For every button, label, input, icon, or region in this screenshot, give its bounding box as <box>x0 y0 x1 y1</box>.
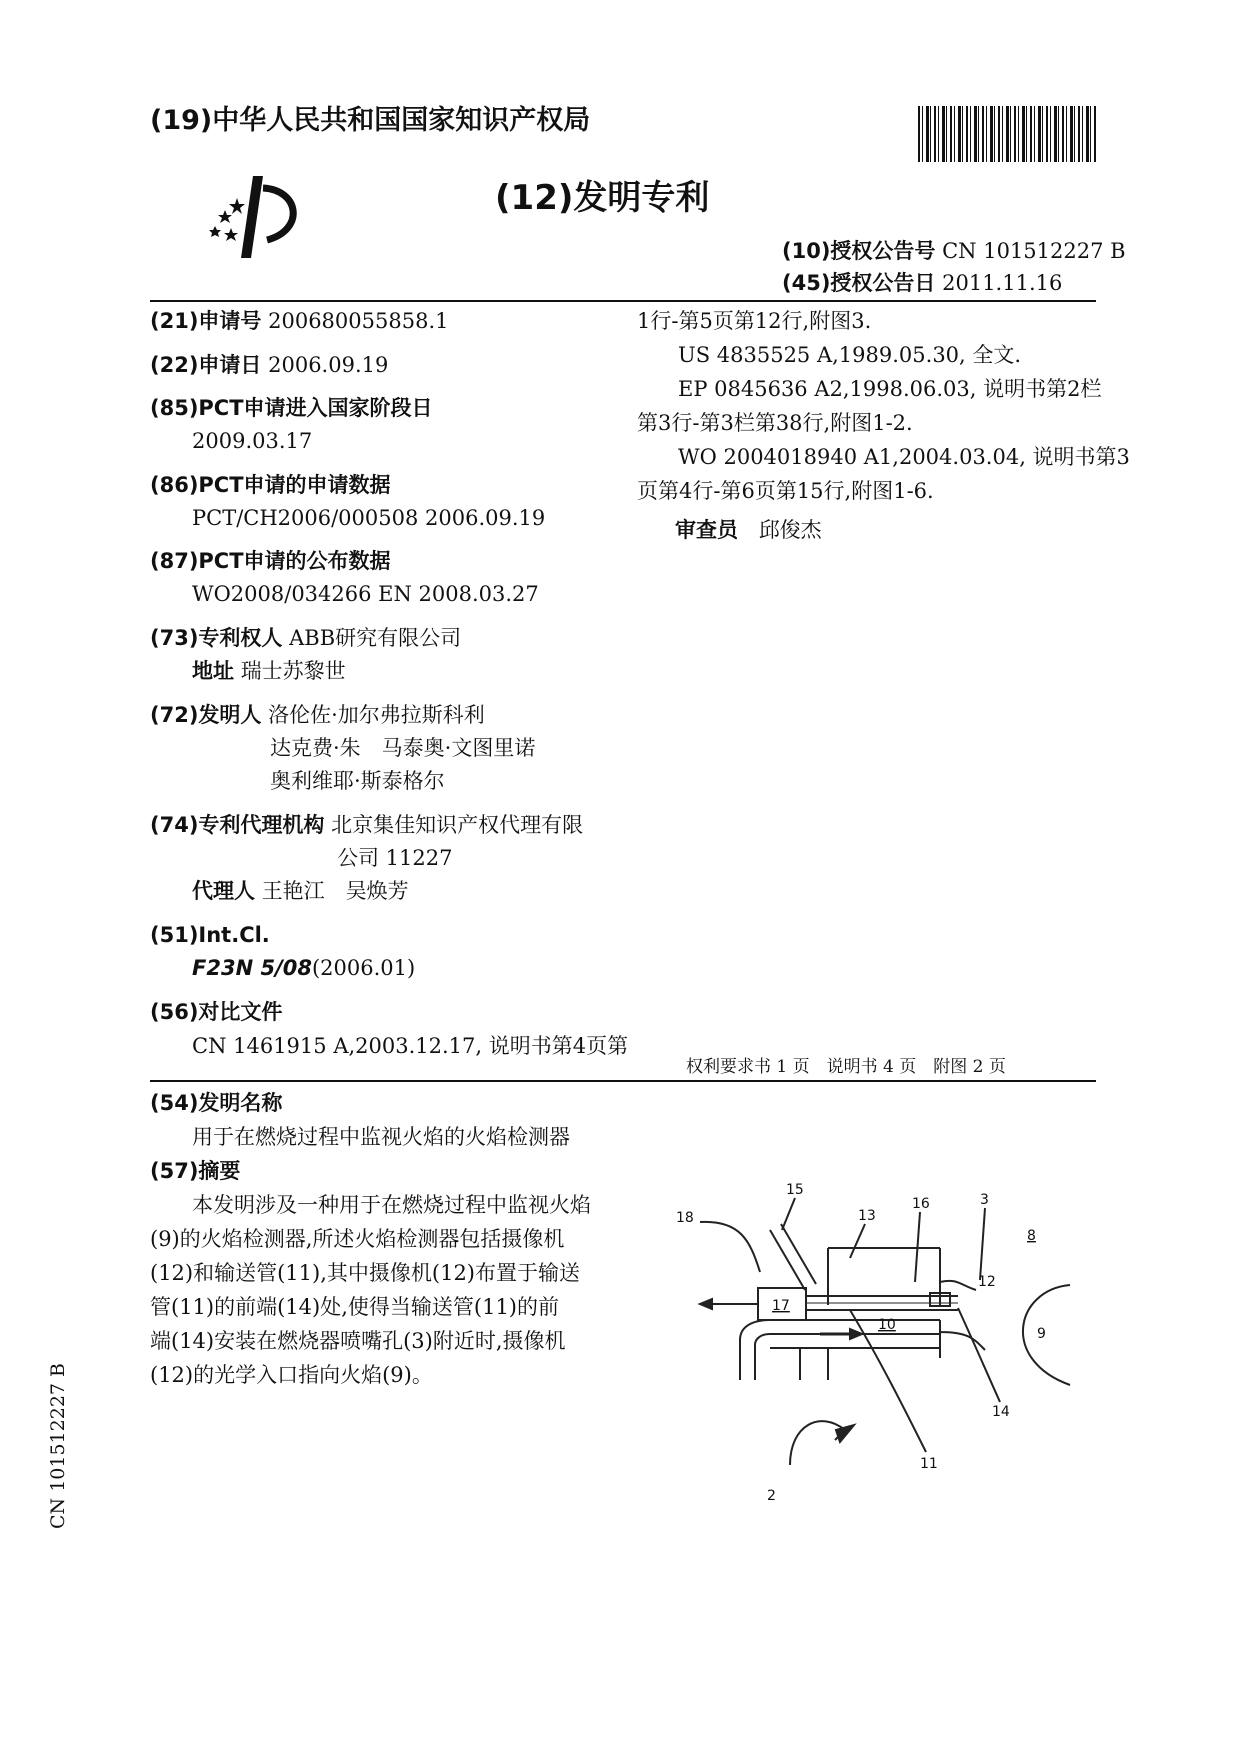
document-type: (12)发明专利 <box>495 178 710 218</box>
figure-label-18: 18 <box>676 1210 694 1226</box>
inventor-row <box>150 700 485 730</box>
figure-label-9: 9 <box>1037 1326 1046 1342</box>
page-counts: 权利要求书 1 页 说明书 4 页 附图 2 页 <box>686 1057 1006 1077</box>
patentee-label: (73)专利权人 <box>150 626 283 650</box>
cnipa-logo <box>205 170 315 260</box>
agency-label: (74)专利代理机构 <box>150 813 325 837</box>
reference-right-line-4: 第3行-第3栏第38行,附图1-2. <box>637 411 913 435</box>
pct-application-data: PCT/CH2006/000508 2006.09.19 <box>192 506 546 530</box>
reference-right-line-1: 1行-第5页第12行,附图3. <box>637 309 872 333</box>
figure-label-17: 17 <box>772 1298 790 1314</box>
intcl-label: (51)Int.Cl. <box>150 923 270 947</box>
intcl-row <box>192 953 415 983</box>
figure-label-16: 16 <box>912 1196 930 1212</box>
abstract-line-2: (9)的火焰检测器,所述火焰检测器包括摄像机 <box>150 1227 565 1251</box>
agency-line-2: 公司 11227 <box>337 846 453 870</box>
pct-entry-date: 2009.03.17 <box>192 429 313 453</box>
intcl-code: F23N 5/08 <box>192 956 312 980</box>
application-number: 200680055858.1 <box>268 309 449 333</box>
reference-right-line-3: EP 0845636 A2,1998.06.03, 说明书第2栏 <box>678 377 1102 401</box>
address: 瑞士苏黎世 <box>240 659 346 683</box>
abstract-line-3: (12)和输送管(11),其中摄像机(12)布置于输送 <box>150 1261 580 1285</box>
inventor-line-1: 洛伦佐·加尔弗拉斯科利 <box>268 703 485 727</box>
side-document-number: CN 101512227 B <box>47 1363 69 1529</box>
address-row <box>192 656 346 686</box>
pct-publication-label: (87)PCT申请的公布数据 <box>150 549 391 573</box>
figure-label-12: 12 <box>978 1274 996 1290</box>
application-number-row <box>150 306 448 336</box>
invention-title: 用于在燃烧过程中监视火焰的火焰检测器 <box>192 1125 570 1149</box>
abstract-label: (57)摘要 <box>150 1159 241 1183</box>
publication-date: 2011.11.16 <box>942 271 1063 295</box>
publication-date-row <box>782 268 1062 298</box>
application-date-row <box>150 350 388 380</box>
figure-label-2: 2 <box>767 1488 776 1504</box>
abstract-figure <box>640 1180 1110 1520</box>
agent: 王艳江 吴焕芳 <box>261 879 409 903</box>
pct-application-label: (86)PCT申请的申请数据 <box>150 473 391 497</box>
pct-publication-data: WO2008/034266 EN 2008.03.27 <box>192 582 539 606</box>
figure-label-14: 14 <box>992 1404 1010 1420</box>
agent-row <box>192 876 409 906</box>
figure-label-13: 13 <box>858 1208 876 1224</box>
header-divider <box>150 300 1096 302</box>
abstract-line-1: 本发明涉及一种用于在燃烧过程中监视火焰 <box>192 1193 591 1217</box>
pct-entry-label: (85)PCT申请进入国家阶段日 <box>150 396 433 420</box>
agent-label: 代理人 <box>192 879 255 903</box>
reference-right-line-5: WO 2004018940 A1,2004.03.04, 说明书第3 <box>678 445 1130 469</box>
agency-line-1: 北京集佳知识产权代理有限 <box>331 813 584 837</box>
examiner: 邱俊杰 <box>758 518 822 542</box>
invention-title-label: (54)发明名称 <box>150 1091 283 1115</box>
figure-label-3: 3 <box>980 1192 989 1208</box>
patentee-row <box>150 623 461 653</box>
section-divider <box>150 1080 1096 1082</box>
barcode <box>918 106 1096 162</box>
examiner-row <box>675 515 822 545</box>
reference-right-line-6: 页第4行-第6页第15行,附图1-6. <box>637 479 934 503</box>
publication-number: CN 101512227 B <box>942 239 1126 263</box>
figure-label-11: 11 <box>920 1456 938 1472</box>
reference-left-line-1: CN 1461915 A,2003.12.17, 说明书第4页第 <box>192 1034 629 1058</box>
abstract-line-5: 端(14)安装在燃烧器喷嘴孔(3)附近时,摄像机 <box>150 1329 566 1353</box>
inventor-line-2: 达克费·朱 马泰奥·文图里诺 <box>270 736 536 760</box>
publication-date-label: (45)授权公告日 <box>782 271 936 295</box>
figure-label-8: 8 <box>1027 1228 1036 1244</box>
agency-row <box>150 810 583 840</box>
application-date: 2006.09.19 <box>268 353 389 377</box>
inventor-line-3: 奥利维耶·斯泰格尔 <box>270 769 445 793</box>
reference-right-line-2: US 4835525 A,1989.05.30, 全文. <box>678 343 1022 367</box>
address-label: 地址 <box>192 659 234 683</box>
office-name: (19)中华人民共和国国家知识产权局 <box>150 105 591 136</box>
application-number-label: (21)申请号 <box>150 309 262 333</box>
publication-number-label: (10)授权公告号 <box>782 239 936 263</box>
figure-label-15: 15 <box>786 1182 804 1198</box>
references-label: (56)对比文件 <box>150 1000 283 1024</box>
abstract-line-4: 管(11)的前端(14)处,使得当输送管(11)的前 <box>150 1295 559 1319</box>
examiner-label: 审查员 <box>675 518 738 542</box>
intcl-version: (2006.01) <box>311 956 416 980</box>
inventor-label: (72)发明人 <box>150 703 262 727</box>
figure-label-10: 10 <box>878 1317 896 1333</box>
abstract-line-6: (12)的光学入口指向火焰(9)。 <box>150 1363 433 1387</box>
application-date-label: (22)申请日 <box>150 353 262 377</box>
patentee: ABB研究有限公司 <box>289 626 462 650</box>
publication-number-row <box>782 236 1126 266</box>
